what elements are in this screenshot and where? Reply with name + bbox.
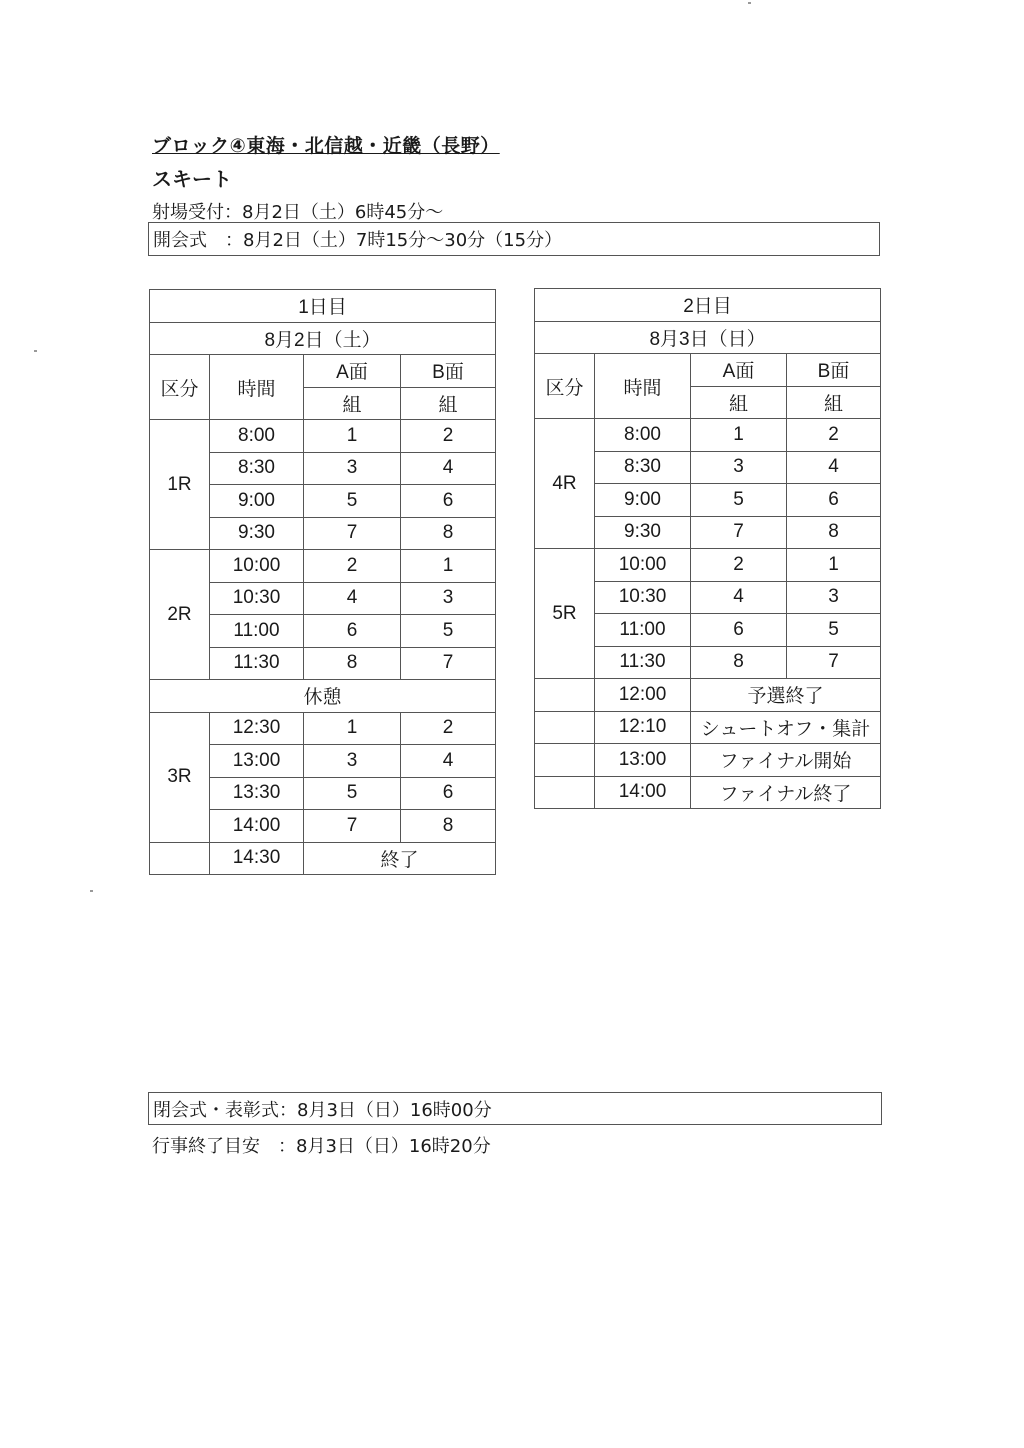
table-row (150, 290, 496, 323)
b-group-cell: 4 (787, 451, 881, 484)
a-face-header: A面 (304, 355, 401, 388)
time-cell: 8:00 (595, 419, 691, 452)
time-cell: 11:30 (210, 647, 304, 680)
time-cell: 13:30 (210, 777, 304, 810)
time-cell: 11:00 (210, 615, 304, 648)
b-group-cell: 3 (787, 581, 881, 614)
b-group-cell: 2 (787, 419, 881, 452)
empty-division-cell (150, 842, 210, 875)
a-face-header: A面 (691, 354, 787, 387)
event-name: スキート (152, 167, 232, 191)
a-group-cell: 2 (304, 550, 401, 583)
table-row (535, 354, 881, 387)
end-time-cell: 14:30 (210, 842, 304, 875)
b-group-cell: 4 (401, 745, 496, 778)
block-title: ブロック④東海・北信越・近畿（長野） (152, 135, 500, 157)
time-cell: 9:00 (595, 484, 691, 517)
time-cell: 8:30 (595, 451, 691, 484)
event-time-cell: 12:00 (595, 679, 691, 712)
scan-speck (34, 350, 37, 352)
b-group-header: 組 (787, 386, 881, 419)
round-label: 5R (535, 549, 595, 679)
time-cell: 13:00 (210, 745, 304, 778)
b-group-cell: 5 (787, 614, 881, 647)
scan-speck (748, 2, 751, 4)
b-group-cell: 1 (401, 550, 496, 583)
b-group-cell: 8 (401, 810, 496, 843)
day-date: 8月2日（土） (150, 322, 496, 355)
time-cell: 11:30 (595, 646, 691, 679)
event-label-cell: 予選終了 (691, 679, 881, 712)
a-group-cell: 3 (304, 452, 401, 485)
b-group-cell: 6 (401, 485, 496, 518)
event-label-cell: ファイナル終了 (691, 776, 881, 809)
table-row (535, 289, 881, 322)
time-cell: 12:30 (210, 712, 304, 745)
b-group-cell: 8 (787, 516, 881, 549)
round-label: 4R (535, 419, 595, 549)
b-group-cell: 1 (787, 549, 881, 582)
division-header: 区分 (535, 354, 595, 419)
a-group-cell: 5 (304, 777, 401, 810)
a-group-cell: 6 (304, 615, 401, 648)
time-cell: 10:00 (210, 550, 304, 583)
a-group-cell: 1 (304, 420, 401, 453)
time-cell: 8:30 (210, 452, 304, 485)
break-row: 休憩 (150, 680, 496, 713)
time-cell: 9:30 (210, 517, 304, 550)
day-date: 8月3日（日） (535, 321, 881, 354)
b-group-cell: 7 (401, 647, 496, 680)
event-time-cell: 13:00 (595, 744, 691, 777)
b-face-header: B面 (787, 354, 881, 387)
round-label: 2R (150, 550, 210, 680)
table-row (535, 744, 881, 777)
a-group-header: 組 (691, 386, 787, 419)
empty-division-cell (535, 744, 595, 777)
opening-ceremony-box (148, 222, 880, 256)
b-group-cell: 5 (401, 615, 496, 648)
event-label-cell: シュートオフ・集計 (691, 711, 881, 744)
a-group-header: 組 (304, 387, 401, 420)
b-group-cell: 7 (787, 646, 881, 679)
reception-info: 射場受付：8月2日（土）6時45分～ (152, 202, 444, 223)
b-group-cell: 3 (401, 582, 496, 615)
table-row (150, 842, 496, 875)
a-group-cell: 8 (304, 647, 401, 680)
time-cell: 10:30 (210, 582, 304, 615)
a-group-cell: 2 (691, 549, 787, 582)
table-row (535, 776, 881, 809)
day-label: 1日目 (150, 290, 496, 323)
a-group-cell: 4 (691, 581, 787, 614)
a-group-cell: 3 (691, 451, 787, 484)
b-group-cell: 6 (787, 484, 881, 517)
b-group-cell: 4 (401, 452, 496, 485)
time-cell: 11:00 (595, 614, 691, 647)
time-header: 時間 (210, 355, 304, 420)
b-group-cell: 2 (401, 712, 496, 745)
round-label: 3R (150, 712, 210, 842)
scan-speck (90, 890, 93, 892)
empty-division-cell (535, 776, 595, 809)
time-cell: 8:00 (210, 420, 304, 453)
empty-division-cell (535, 711, 595, 744)
b-group-cell: 8 (401, 517, 496, 550)
b-group-cell: 6 (401, 777, 496, 810)
event-time-cell: 12:10 (595, 711, 691, 744)
table-row (150, 712, 496, 745)
a-group-cell: 1 (304, 712, 401, 745)
table-row (535, 679, 881, 712)
a-group-cell: 6 (691, 614, 787, 647)
round-label: 1R (150, 420, 210, 550)
a-group-cell: 1 (691, 419, 787, 452)
a-group-cell: 3 (304, 745, 401, 778)
day1-schedule-table (149, 289, 496, 875)
table-row (150, 322, 496, 355)
event-time-cell: 14:00 (595, 776, 691, 809)
a-group-cell: 7 (304, 517, 401, 550)
table-row (150, 355, 496, 388)
time-cell: 9:30 (595, 516, 691, 549)
table-row (150, 680, 496, 713)
time-cell: 10:30 (595, 581, 691, 614)
division-header: 区分 (150, 355, 210, 420)
table-row (535, 549, 881, 582)
table-row (535, 711, 881, 744)
a-group-cell: 4 (304, 582, 401, 615)
closing-ceremony-text: 閉会式・表彰式：8月3日（日）16時00分 (153, 1099, 492, 1121)
table-row (535, 321, 881, 354)
table-row (150, 420, 496, 453)
time-cell: 14:00 (210, 810, 304, 843)
time-cell: 10:00 (595, 549, 691, 582)
a-group-cell: 5 (691, 484, 787, 517)
table-row (535, 419, 881, 452)
opening-ceremony-text: 開会式 ：8月2日（土）7時15分～30分（15分） (153, 230, 563, 251)
b-group-cell: 2 (401, 420, 496, 453)
closing-ceremony-box (148, 1092, 882, 1125)
day-label: 2日目 (535, 289, 881, 322)
time-cell: 9:00 (210, 485, 304, 518)
b-group-header: 組 (401, 387, 496, 420)
end-label-cell: 終了 (304, 842, 496, 875)
b-face-header: B面 (401, 355, 496, 388)
day2-schedule-table (534, 288, 881, 809)
a-group-cell: 7 (304, 810, 401, 843)
end-time-guide: 行事終了目安 ：8月3日（日）16時20分 (152, 1136, 491, 1157)
a-group-cell: 5 (304, 485, 401, 518)
event-label-cell: ファイナル開始 (691, 744, 881, 777)
table-row (150, 550, 496, 583)
a-group-cell: 8 (691, 646, 787, 679)
time-header: 時間 (595, 354, 691, 419)
a-group-cell: 7 (691, 516, 787, 549)
empty-division-cell (535, 679, 595, 712)
